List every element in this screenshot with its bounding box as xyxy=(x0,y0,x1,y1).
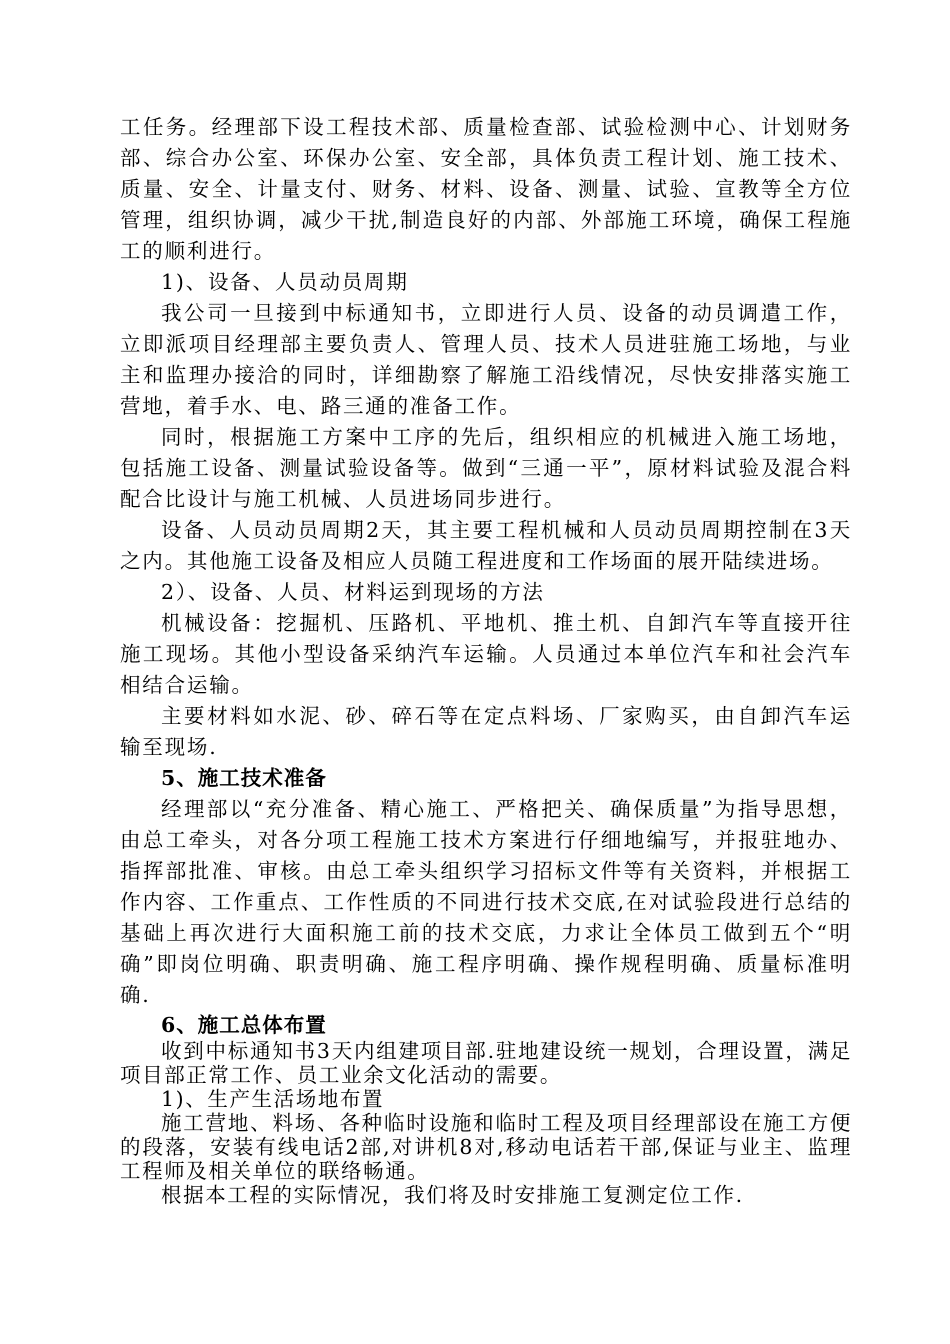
paragraph-project-setup: 收到中标通知书3天内组建项目部.驻地建设统一规划，合理设置，满足项目部正常工作、员工业余文化活动的需要。 xyxy=(120,1039,852,1087)
paragraph-material-transport: 主要材料如水泥、砂、碎石等在定点料场、厂家购买，由自卸汽车运输至现场. xyxy=(120,704,852,759)
paragraph-equipment-entry: 同时，根据施工方案中工序的先后，组织相应的机械进入施工场地，包括施工设备、测量试验设备等。做到“三通一平”，原材料试验及混合料配合比设计与施工机械、人员进场同步进行。 xyxy=(120,425,852,511)
section-general-layout xyxy=(120,1011,852,1207)
section-heading-technical-preparation: 5、施工技术准备 xyxy=(161,766,327,790)
paragraph-management: 工任务。经理部下设工程技术部、质量检查部、试验检测中心、计划财务部、综合办公室、环保办公室、安全部，具体负责工程计划、施工技术、质量、安全、计量支付、财务、材料、设备、测量、试验、宣教等全方位管理，组织协调，减少干扰,制造良好的内部、外部施工环境，确保工程施工的顺利进行。 xyxy=(120,115,852,263)
document-body xyxy=(120,112,852,1207)
subheading-transport-method: 2）、设备、人员、材料运到现场的方法 xyxy=(161,580,545,604)
paragraph-mobilization: 我公司一旦接到中标通知书，立即进行人员、设备的动员调遣工作，立即派项目经理部主要负责人、管理人员、技术人员进驻施工场地，与业主和监理办接洽的同时，详细勘察了解施工沿线情况，尽快安排落实施工营地，着手水、电、路三通的准备工作。 xyxy=(120,301,852,418)
paragraph-site-layout: 施工营地、料场、各种临时设施和临时工程及项目经理部设在施工方便的段落，安装有线电话2部,对讲机8对,移动电话若干部,保证与业主、监理工程师及相关单位的联络畅通。 xyxy=(120,1111,852,1183)
paragraph-survey-work: 根据本工程的实际情况，我们将及时安排施工复测定位工作. xyxy=(161,1183,744,1207)
paragraph-mobilization-duration: 设备、人员动员周期2天，其主要工程机械和人员动员周期控制在3天之内。其他施工设备及相应人员随工程进度和工作场面的展开陆续进场。 xyxy=(120,518,852,573)
section-heading-general-layout: 6、施工总体布置 xyxy=(161,1013,327,1037)
subheading-site-layout: 1)、生产生活场地布置 xyxy=(161,1087,385,1111)
paragraph-machinery-transport: 机械设备：挖掘机、压路机、平地机、推土机、自卸汽车等直接开往施工现场。其他小型设备采纳汽车运输。人员通过本单位汽车和社会汽车相结合运输。 xyxy=(120,611,852,697)
subheading-mobilization-period: 1)、设备、人员动员周期 xyxy=(161,270,409,294)
paragraph-technical-preparation: 经理部以“充分准备、精心施工、严格把关、确保质量”为指导思想，由总工牵头，对各分项工程施工技术方案进行仔细地编写，并报驻地办、指挥部批准、审核。由总工牵头组织学习招标文件等有关资料，并根据工作内容、工作重点、工作性质的不同进行技术交底,在对试验段进行总结的基础上再次进行大面积施工前的技术交底，力求让全体员工做到五个“明确”即岗位明确、职责明确、施工程序明确、操作规程明确、质量标准明确. xyxy=(120,797,852,1007)
